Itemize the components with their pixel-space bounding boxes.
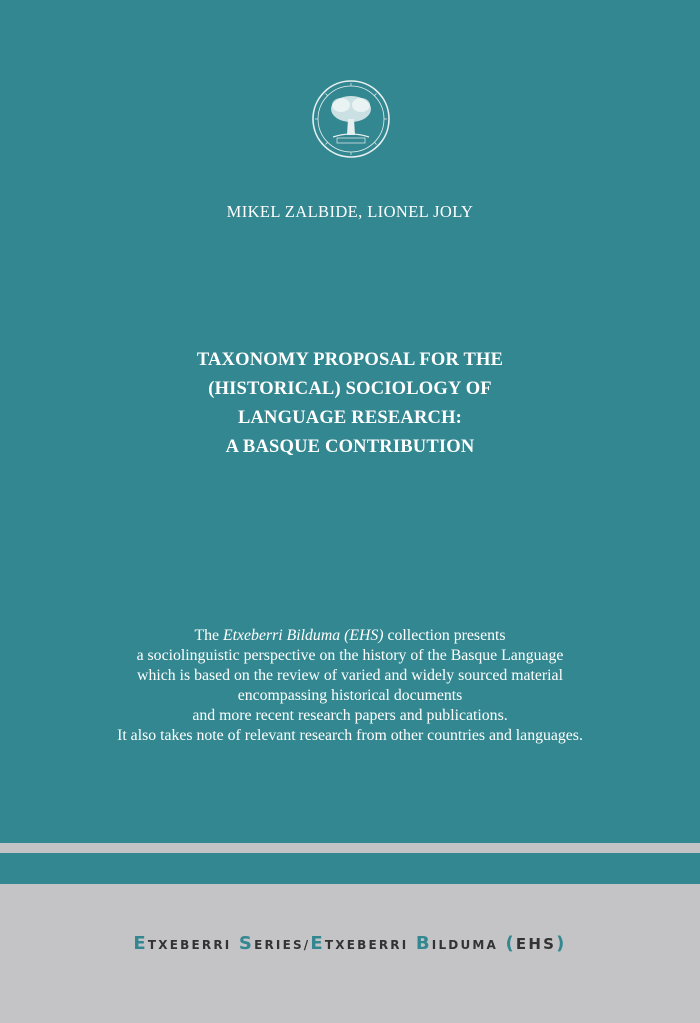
description-line: which is based on the review of varied and widely sourced material bbox=[137, 667, 563, 684]
series-initial: E bbox=[133, 933, 148, 954]
description-text: collection presents bbox=[383, 627, 506, 644]
description-line: and more recent research papers and publications. bbox=[192, 707, 508, 724]
title-line: A BASQUE CONTRIBUTION bbox=[225, 437, 475, 457]
series-paren: ) bbox=[556, 933, 567, 954]
collection-name: Etxeberri Bilduma (EHS) bbox=[223, 627, 384, 644]
series-word: ERIES/ bbox=[254, 938, 311, 952]
divider-gap bbox=[0, 853, 700, 884]
title-line: (HISTORICAL) SOCIOLOGY OF bbox=[208, 379, 492, 399]
series-paren: ( bbox=[505, 933, 516, 954]
series-word: TXEBERRI bbox=[324, 938, 409, 952]
series-initial: S bbox=[238, 933, 255, 954]
description-line: It also takes note of relevant research from other countries and languages. bbox=[117, 727, 583, 744]
title-line: TAXONOMY PROPOSAL FOR THE bbox=[196, 350, 504, 370]
series-name bbox=[0, 933, 700, 954]
description-text: The bbox=[194, 627, 223, 644]
collection-description bbox=[0, 626, 700, 746]
divider-band bbox=[0, 843, 700, 853]
description-line: encompassing historical documents bbox=[237, 687, 463, 704]
series-initial: E bbox=[310, 933, 325, 954]
series-abbreviation: EHS bbox=[515, 935, 557, 953]
description-line: a sociolinguistic perspective on the history of the Basque Language bbox=[136, 647, 564, 664]
series-initial: B bbox=[415, 933, 432, 954]
series-word: ILDUMA bbox=[431, 938, 499, 952]
description-line bbox=[0, 626, 700, 646]
title-line: LANGUAGE RESEARCH: bbox=[237, 408, 463, 428]
tree-seal-icon bbox=[311, 79, 391, 159]
book-title bbox=[0, 346, 700, 462]
series-word: TXEBERRI bbox=[147, 938, 232, 952]
authors: MIKEL ZALBIDE, LIONEL JOLY bbox=[226, 202, 474, 221]
